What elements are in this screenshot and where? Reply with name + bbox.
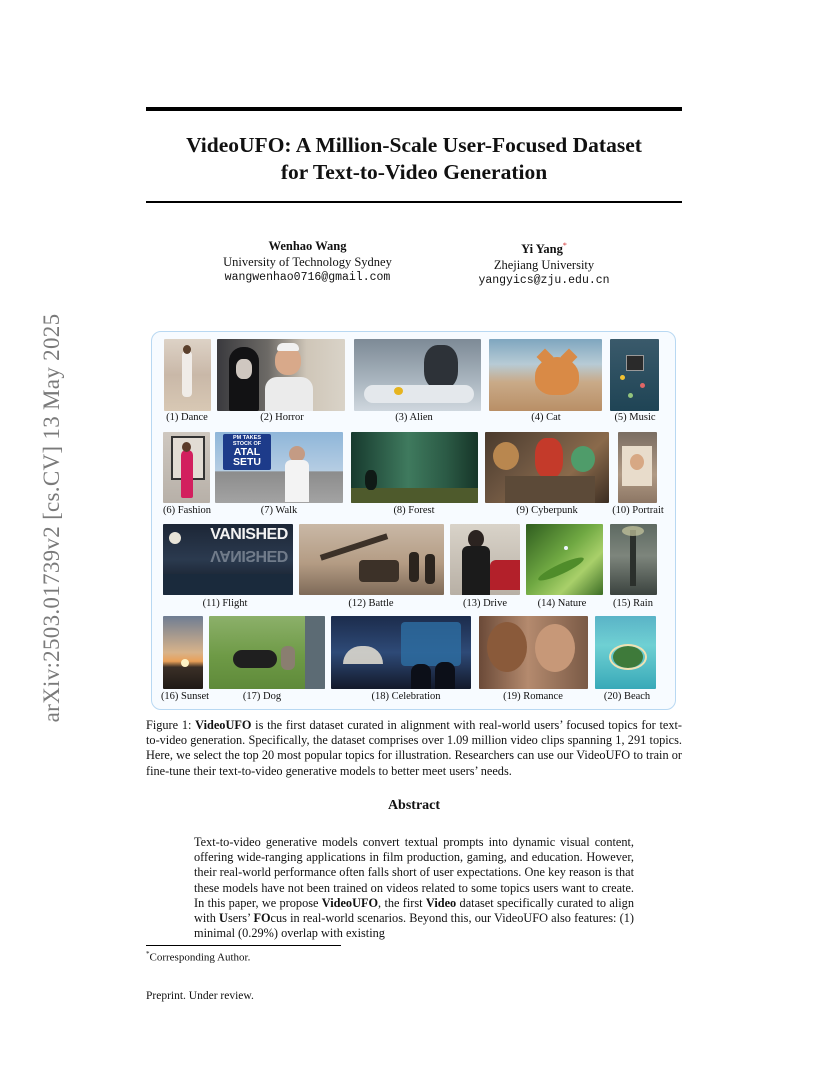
thumb-alien (354, 339, 481, 411)
thumb-dance (164, 339, 211, 411)
topic-label: (6) Fashion (162, 505, 212, 516)
thumb-fashion (163, 432, 210, 503)
thumb-dog (209, 616, 325, 689)
topic-label: (12) Battle (348, 598, 394, 609)
flight-title-reflection: VANISHED (210, 547, 288, 564)
abstract-bold: Video (425, 895, 457, 910)
author-email[interactable]: wangwenhao0716@gmail.com (224, 271, 391, 284)
caption-text: is the first dataset curated in alignment with real-world users’ focused topics for text-to-video generation. Specifically, the dataset comprises over 1.09 million video clips spanning 1, 291 topics. Here, we select the top 20 most popular topics for illustration. Researchers can use our VideoUFO to train or fine-tune their text-to-video generative models to better meet users’ needs. (146, 718, 682, 778)
author-name-line (444, 238, 644, 257)
topic-label: (7) Walk (260, 505, 298, 516)
topic-label: (2) Horror (260, 412, 304, 423)
thumb-cyberpunk (485, 432, 609, 503)
thumb-drive (450, 524, 520, 595)
thumb-celebration (331, 616, 471, 689)
corresponding-marker: * (562, 241, 567, 250)
topic-label: (14) Nature (537, 598, 587, 609)
topic-label: (9) Cyberpunk (516, 505, 578, 516)
abstract-bold: VideoUFO (321, 895, 379, 910)
author-affiliation: University of Technology Sydney (223, 255, 392, 269)
topic-label: (20) Beach (603, 691, 651, 702)
arxiv-stamp: arXiv:2503.01739v2 [cs.CV] 13 May 2025 (39, 313, 64, 723)
thumb-battle (299, 524, 444, 595)
topic-label: (19) Romance (503, 691, 563, 702)
thumb-horror (217, 339, 345, 411)
flight-title-text: VANISHED (210, 526, 288, 543)
author-name: Yi Yang (521, 242, 563, 257)
title-line-2: for Text-to-Video Generation (280, 160, 548, 184)
topic-label: (18) Celebration (371, 691, 441, 702)
thumb-cat (489, 339, 602, 411)
topic-label: (10) Portrait (612, 505, 664, 516)
thumb-portrait (618, 432, 657, 503)
thumb-rain (610, 524, 657, 595)
topic-label: (11) Flight (202, 598, 248, 609)
preprint-note: Preprint. Under review. (146, 990, 254, 1002)
author-email[interactable]: yangyics@zju.edu.cn (478, 274, 610, 288)
caption-label: Figure 1: (146, 718, 192, 732)
abstract-bold: U (219, 911, 228, 926)
thumb-nature (526, 524, 603, 595)
footnote-rule (146, 945, 341, 946)
topic-label: (13) Drive (462, 598, 508, 609)
thumb-walk (215, 432, 343, 503)
footnote-marker: * (146, 950, 150, 958)
topic-label: (17) Dog (242, 691, 282, 702)
title-line-1: VideoUFO: A Million-Scale User-Focused Dataset (186, 133, 642, 157)
abstract-text: sers’ (227, 911, 254, 926)
paper-title (146, 132, 682, 186)
abstract-heading: Abstract (387, 798, 441, 813)
thumb-sunset (163, 616, 203, 689)
topic-label: (3) Alien (395, 412, 433, 423)
abstract-body (194, 835, 634, 941)
author-block-2 (444, 238, 644, 289)
topic-label: (8) Forest (393, 505, 435, 516)
thumb-flight (163, 524, 293, 595)
abstract-text: , the first (378, 895, 426, 910)
thumb-music (610, 339, 659, 411)
abstract-bold: FO (253, 911, 271, 926)
author-affiliation: Zhejiang University (493, 258, 595, 273)
walk-banner-top: PM TAKES STOCK OF (232, 435, 262, 447)
topic-label: (5) Music (614, 412, 656, 423)
author-block-1 (200, 238, 415, 286)
footnote-text: Corresponding Author. (149, 951, 251, 964)
thumb-romance (479, 616, 588, 689)
thumb-forest (351, 432, 478, 503)
thumb-beach (595, 616, 656, 689)
abstract-text: cus in real-world scenarios. Beyond this, our VideoUFO also features: (1) minimal (0.29%) overlap with existing (194, 911, 634, 941)
author-name: Wenhao Wang (268, 239, 347, 253)
topic-label: (1) Dance (166, 412, 208, 423)
walk-banner-bottom: ATAL SETU (232, 446, 261, 468)
footnote (146, 950, 250, 964)
caption-dataset-name: VideoUFO (195, 718, 252, 732)
figure-caption (146, 718, 682, 779)
topic-label: (16) Sunset (160, 691, 210, 702)
title-top-rule (146, 107, 682, 111)
abstract-text: Text-to-video generative models convert textual prompts into dynamic visual content, offering wide-ranging applications in film production, gaming, and education. However, their real-world performance often falls short of user expectations. One key reason is that these models have not been trained on videos related to some topics users want to create. In this paper, we propose (194, 835, 634, 910)
title-bottom-rule (146, 201, 682, 203)
topic-label: (4) Cat (531, 412, 561, 423)
abstract-text: dataset specifically curated to align with (194, 895, 634, 926)
topic-label: (15) Rain (613, 598, 653, 609)
